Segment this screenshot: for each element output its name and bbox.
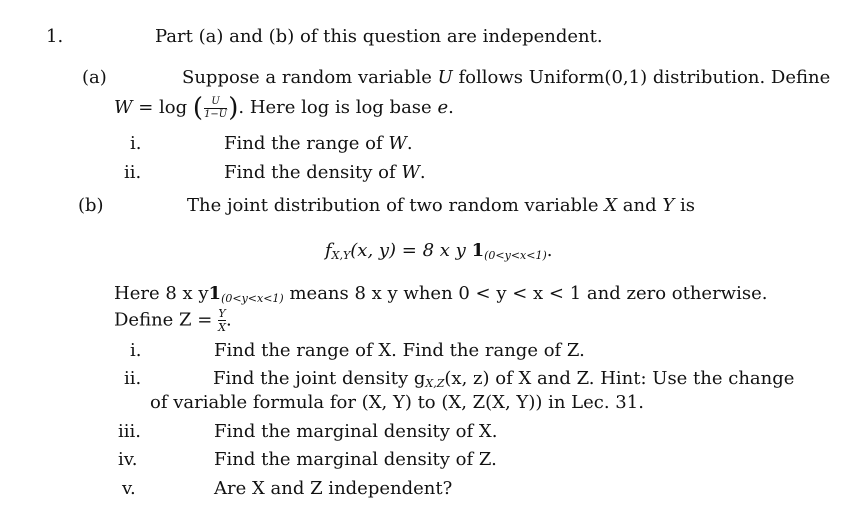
eq-f: f [325, 240, 332, 261]
part-b-label: (b) [78, 195, 104, 216]
part-b-item-marker-v: v. [122, 478, 136, 499]
part-b-item-iii: Find the marginal density of X. [214, 421, 498, 442]
part-b-item-marker-iii: iii. [118, 421, 141, 442]
base-e: e [437, 97, 449, 118]
part-a-intro [182, 69, 830, 87]
eq-end: . [546, 240, 553, 261]
part-b-item-marker-iv: iv. [118, 449, 138, 470]
item-var: W [388, 133, 407, 154]
left-paren: ( [192, 93, 204, 123]
indicator-one: 1 [471, 240, 485, 261]
var-w: W [114, 97, 133, 118]
part-a-item-marker-i: i. [130, 133, 142, 154]
item-text: Find the joint density g [213, 368, 426, 389]
part-b-item-marker-ii: ii. [124, 368, 142, 389]
part-a-definition [114, 95, 454, 121]
item-text-2: (x, z) of X and Z. Hint: Use the change [444, 368, 795, 389]
part-b-item-i: Find the range of X. Find the range of Z. [214, 340, 585, 361]
part-a-label: (a) [82, 67, 107, 88]
here-text-2: means 8 x y when 0 < y < x < 1 and zero otherwise. [289, 283, 768, 304]
part-b-intro [187, 197, 695, 215]
part-b-item-v: Are X and Z independent? [214, 478, 453, 499]
define-text: Define Z = [114, 309, 213, 331]
right-paren: ) [228, 93, 239, 123]
period: . [448, 97, 454, 118]
eq-subscript: X,Y [331, 249, 351, 262]
var-u: U [437, 67, 453, 88]
eq-log: = log [138, 97, 188, 118]
fraction-denominator: 1−U [204, 108, 228, 120]
here-line [114, 285, 767, 304]
part-a-item-i [224, 135, 413, 153]
eq-args: (x, y) = 8 x y [350, 240, 466, 261]
part-a-item-ii [224, 164, 426, 182]
fraction-y-over-x [218, 308, 226, 333]
item-end: . [419, 162, 426, 183]
and-word: and [622, 195, 657, 216]
define-z-line [114, 308, 232, 333]
is-word: is [680, 195, 696, 216]
item-end: . [406, 133, 413, 154]
part-a-intro-text: Suppose a random variable [182, 67, 432, 88]
fraction-numerator: U [204, 97, 227, 109]
part-b-item-marker-i: i. [130, 340, 142, 361]
var-y: Y [662, 195, 675, 216]
here-indicator-condition: (0<y<x<1) [221, 292, 284, 305]
question-header: Part (a) and (b) of this question are independent. [155, 26, 603, 47]
part-b-item-ii [213, 370, 794, 389]
here-indicator-one: 1 [208, 283, 222, 304]
item-text: Find the range of [224, 133, 383, 154]
part-b-item-iv: Find the marginal density of Z. [214, 449, 497, 470]
question-number: 1. [46, 26, 64, 47]
fraction-u-over-1-minus-u [204, 97, 227, 120]
define-end: . [225, 309, 232, 331]
fraction-denominator: X [218, 321, 226, 334]
item-var: W [401, 162, 420, 183]
indicator-condition: (0<y<x<1) [484, 249, 547, 262]
part-a-intro-text-2: follows Uniform(0,1) distribution. Define [458, 67, 831, 88]
fraction-numerator: Y [218, 307, 226, 320]
item-subscript: X,Z [425, 377, 445, 390]
item-text: Find the density of [224, 162, 396, 183]
here-text-1: Here 8 x y [114, 283, 209, 304]
joint-density-equation [325, 242, 552, 261]
after-def: . Here log is log base [238, 97, 432, 118]
part-b-intro-text: The joint distribution of two random variable [187, 195, 599, 216]
var-x: X [604, 195, 618, 216]
part-a-item-marker-ii: ii. [124, 162, 142, 183]
part-b-item-ii-continued: of variable formula for (X, Y) to (X, Z(X, Y)) in Lec. 31. [150, 392, 644, 413]
